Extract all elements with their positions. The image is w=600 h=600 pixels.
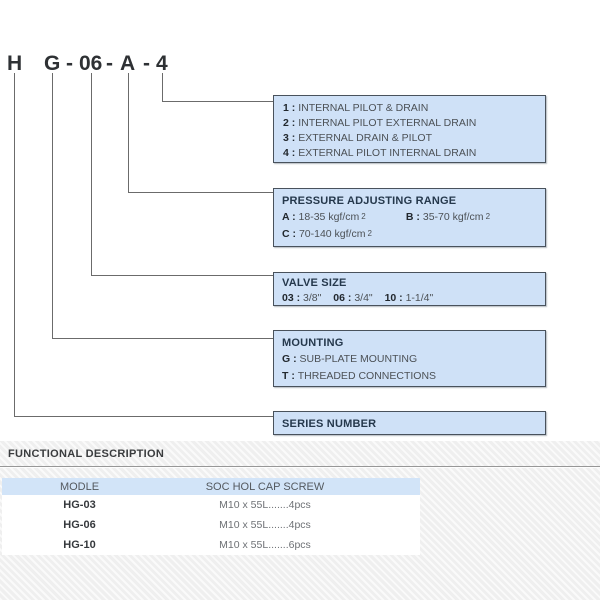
colon: : (293, 292, 304, 304)
callout-mounting (273, 330, 546, 387)
table-header-screw: SOC HOL CAP SCREW (205, 480, 325, 493)
option-text: EXTERNAL DRAIN & PILOT (298, 132, 432, 144)
option-key: A (282, 211, 290, 223)
option-key: G (282, 353, 291, 365)
callout-item (406, 211, 490, 223)
callout-item (283, 131, 536, 146)
screw-cell: M10 x 55L.......6pcs (219, 539, 311, 551)
option-key: T (282, 370, 289, 382)
option-text: INTERNAL PILOT & DRAIN (298, 102, 429, 114)
code-dash: - (66, 52, 73, 75)
functional-description-heading: FUNCTIONAL DESCRIPTION (8, 448, 165, 460)
colon: : (288, 370, 298, 382)
option-key: 06 (333, 292, 345, 304)
option-text: SUB-PLATE MOUNTING (299, 353, 418, 365)
option-text: 18-35 kgf/cm (298, 211, 360, 223)
option-key: 4 (283, 147, 289, 159)
callout-valve-size (273, 272, 546, 306)
callout-item (282, 292, 324, 304)
table-row (2, 495, 420, 515)
colon: : (289, 211, 299, 223)
option-text: 3/8" (303, 292, 322, 304)
section-divider (0, 466, 600, 468)
callout-title: VALVE SIZE (282, 277, 347, 289)
screw-cell: M10 x 55L.......4pcs (219, 499, 311, 511)
callout-pressure-adjusting-range (273, 188, 546, 247)
callout-item (283, 146, 536, 161)
option-key: 2 (283, 117, 289, 129)
option-key: 3 (283, 132, 289, 144)
model-cell: HG-10 (63, 539, 96, 551)
colon: : (288, 117, 299, 129)
callout-title: SERIES NUMBER (282, 418, 377, 430)
callout-item (283, 101, 536, 116)
option-key: C (282, 228, 290, 240)
option-text: THREADED CONNECTIONS (297, 370, 437, 382)
callout-item (282, 351, 537, 368)
option-key: 1 (283, 102, 289, 114)
option-text: EXTERNAL PILOT INTERNAL DRAIN (298, 147, 477, 159)
code-part-pilot-drain: 4 (156, 52, 168, 75)
code-dash: - (143, 52, 150, 75)
callout-pilot-drain-options (273, 95, 546, 163)
code-part-valve-size: 06 (79, 52, 103, 75)
option-text: 35-70 kgf/cm (422, 211, 484, 223)
parts-table (2, 478, 420, 555)
table-header-model: MODLE (59, 480, 100, 493)
callout-item (385, 292, 434, 304)
connector-series-number (14, 73, 273, 417)
code-part-pressure-range: A (120, 52, 136, 75)
option-text: 3/4" (354, 292, 373, 304)
option-text: INTERNAL PILOT EXTERNAL DRAIN (298, 117, 477, 129)
option-key: B (405, 211, 414, 223)
colon: : (413, 211, 423, 223)
colon: : (290, 353, 300, 365)
colon: : (344, 292, 355, 304)
callout-item (282, 368, 537, 385)
code-part-mounting: G (44, 52, 61, 75)
callout-item-row (282, 291, 537, 306)
superscript: 2 (367, 229, 372, 238)
model-cell: HG-03 (63, 499, 96, 511)
table-header-row (2, 478, 420, 495)
colon: : (288, 102, 299, 114)
callout-item (283, 116, 536, 131)
option-text: 1-1/4" (405, 292, 434, 304)
callout-series-number (273, 411, 546, 435)
callout-item (282, 226, 537, 243)
callout-title: PRESSURE ADJUSTING RANGE (282, 195, 457, 207)
option-text: 70-140 kgf/cm (298, 228, 366, 240)
code-part-series: H (7, 52, 23, 75)
superscript: 2 (361, 212, 366, 221)
callout-item (282, 209, 403, 226)
option-key: 10 (384, 292, 397, 304)
functional-description-section (0, 441, 600, 600)
colon: : (396, 292, 406, 304)
table-row (2, 515, 420, 535)
colon: : (288, 132, 299, 144)
callout-item-row (282, 209, 537, 226)
superscript: 2 (485, 212, 491, 221)
table-body (2, 495, 420, 555)
screw-cell: M10 x 55L.......4pcs (219, 519, 311, 531)
callout-title: MOUNTING (282, 337, 344, 349)
colon: : (288, 147, 299, 159)
model-cell: HG-06 (63, 519, 96, 531)
colon: : (289, 228, 299, 240)
code-dash: - (106, 52, 113, 75)
option-key: 03 (282, 292, 294, 304)
table-row (2, 535, 420, 555)
callout-item (333, 292, 375, 304)
